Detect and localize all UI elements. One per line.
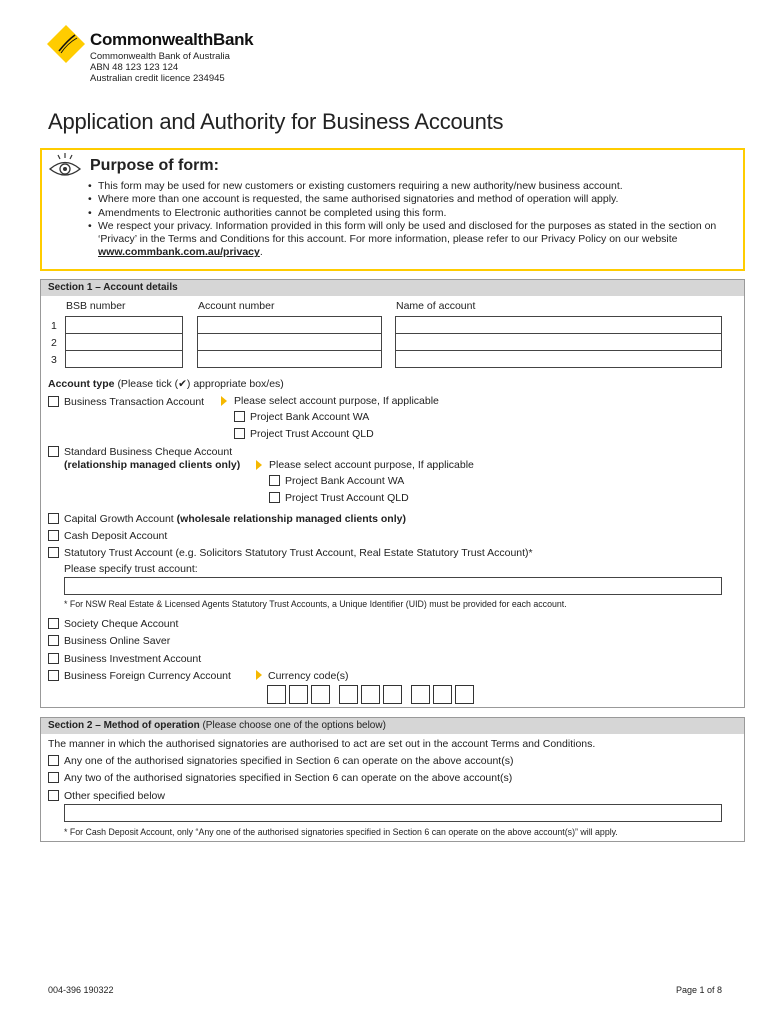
foreign-currency-checkbox[interactable] (48, 670, 59, 681)
purpose-bullet-2: • Where more than one account is requested, the same authorised signatories and method of operation will apply. (88, 193, 718, 206)
bank-abn: ABN 48 123 123 124 (90, 62, 179, 73)
currency-code-2-char-3[interactable] (383, 685, 402, 704)
society-cheque-label: Society Cheque Account (64, 618, 179, 630)
commbank-logo-icon (46, 24, 86, 64)
other-method-input[interactable] (64, 804, 722, 822)
account-number-column-label: Account number (198, 300, 275, 312)
any-two-checkbox[interactable] (48, 772, 59, 783)
row-number-3: 3 (51, 354, 57, 366)
business-transaction-label: Business Transaction Account (64, 396, 205, 408)
cash-deposit-label: Cash Deposit Account (64, 530, 168, 542)
currency-code-1-char-1[interactable] (267, 685, 286, 704)
eye-icon (48, 152, 82, 180)
foreign-currency-label: Business Foreign Currency Account (64, 670, 231, 682)
capital-growth-note: (wholesale relationship managed clients only) (176, 513, 406, 525)
account-name-column-label: Name of account (396, 300, 476, 312)
statutory-trust-checkbox[interactable] (48, 547, 59, 558)
bank-legal-name: Commonwealth Bank of Australia (90, 51, 230, 62)
currency-code-3-char-1[interactable] (411, 685, 430, 704)
currency-code-2-char-2[interactable] (361, 685, 380, 704)
sbc-project-bank-wa-checkbox[interactable] (269, 475, 280, 486)
purpose-bullet-privacy (88, 220, 718, 260)
other-specified-label: Other specified below (64, 790, 165, 802)
row-number-1: 1 (51, 320, 57, 332)
privacy-end: . (259, 246, 263, 259)
bta-project-trust-qld-checkbox[interactable] (234, 428, 245, 439)
purpose-bullet-1: • This form may be used for new customers or existing customers requiring a new authority/new business account. (88, 180, 718, 193)
privacy-link[interactable]: www.commbank.com.au/privacy (98, 246, 260, 259)
account-number-input-2[interactable] (197, 333, 382, 351)
trust-account-input[interactable] (64, 577, 722, 595)
specify-trust-label: Please specify trust account: (64, 563, 198, 575)
arrow-pointer-icon (256, 670, 262, 680)
any-two-label: Any two of the authorised signatories specified in Section 6 can operate on the above account(s) (64, 772, 513, 784)
any-one-checkbox[interactable] (48, 755, 59, 766)
purpose-bullet-3: • Amendments to Electronic authorities cannot be completed using this form. (88, 207, 718, 220)
section-2-hint: (Please choose one of the options below) (202, 720, 386, 731)
account-type-label (48, 378, 284, 390)
bta-project-bank-wa-checkbox[interactable] (234, 411, 245, 422)
relationship-managed-label: (relationship managed clients only) (64, 459, 241, 471)
account-name-input-1[interactable] (395, 316, 722, 334)
page-title: Application and Authority for Business Accounts (48, 109, 504, 134)
nsw-uid-note: * For NSW Real Estate & Licensed Agents Statutory Trust Accounts, a Unique Identifier (UID) must be provided for each account. (64, 599, 567, 609)
account-number-input-1[interactable] (197, 316, 382, 334)
currency-code-3-char-3[interactable] (455, 685, 474, 704)
capital-growth-text: Capital Growth Account (64, 513, 174, 525)
online-saver-checkbox[interactable] (48, 635, 59, 646)
sbc-project-trust-qld-label: Project Trust Account QLD (285, 492, 409, 504)
arrow-pointer-icon (221, 396, 227, 406)
currency-codes-label: Currency code(s) (268, 670, 349, 682)
arrow-pointer-icon (256, 460, 262, 470)
bsb-column-label: BSB number (66, 300, 126, 312)
capital-growth-label (64, 513, 406, 525)
other-specified-checkbox[interactable] (48, 790, 59, 801)
section-2-heading (41, 718, 744, 734)
bank-name: CommonwealthBank (90, 30, 254, 49)
method-intro: The manner in which the authorised signatories are authorised to act are set out in the account Terms and Conditions. (48, 738, 596, 750)
currency-code-1-char-3[interactable] (311, 685, 330, 704)
investment-label: Business Investment Account (64, 653, 202, 665)
statutory-trust-label: Statutory Trust Account (e.g. Solicitors Statutory Trust Account, Real Estate Statutory Trust Account)* (64, 547, 533, 559)
bsb-input-2[interactable] (65, 333, 183, 351)
bta-project-trust-qld-label: Project Trust Account QLD (250, 428, 374, 440)
society-cheque-checkbox[interactable] (48, 618, 59, 629)
section-2-title: Section 2 – Method of operation (48, 720, 200, 731)
currency-code-1-char-2[interactable] (289, 685, 308, 704)
cash-deposit-note: * For Cash Deposit Account, only “Any one of the authorised signatories specified in Section 6 can operate on the above account(s)” will apply. (64, 827, 618, 837)
bsb-input-1[interactable] (65, 316, 183, 334)
account-number-input-3[interactable] (197, 350, 382, 368)
cash-deposit-checkbox[interactable] (48, 530, 59, 541)
currency-code-2-char-1[interactable] (339, 685, 358, 704)
bta-project-bank-wa-label: Project Bank Account WA (250, 411, 370, 423)
account-name-input-3[interactable] (395, 350, 722, 368)
bank-licence: Australian credit licence 234945 (90, 73, 225, 84)
standard-cheque-checkbox[interactable] (48, 446, 59, 457)
purpose-heading: Purpose of form: (90, 157, 219, 174)
purpose-bullets (88, 180, 718, 260)
capital-growth-checkbox[interactable] (48, 513, 59, 524)
investment-checkbox[interactable] (48, 653, 59, 664)
online-saver-label: Business Online Saver (64, 635, 171, 647)
form-code: 004-396 190322 (48, 985, 114, 995)
any-one-label: Any one of the authorised signatories specified in Section 6 can operate on the above account(s) (64, 755, 514, 767)
sbc-project-bank-wa-label: Project Bank Account WA (285, 475, 405, 487)
bsb-input-3[interactable] (65, 350, 183, 368)
account-name-input-2[interactable] (395, 333, 722, 351)
account-type-heading: Account type (48, 378, 115, 390)
business-transaction-checkbox[interactable] (48, 396, 59, 407)
page-number: Page 1 of 8 (675, 985, 722, 995)
section-1-heading: Section 1 – Account details (41, 280, 744, 296)
bta-purpose-prompt: Please select account purpose, If applicable (234, 395, 439, 407)
sbc-project-trust-qld-checkbox[interactable] (269, 492, 280, 503)
standard-cheque-label: Standard Business Cheque Account (64, 446, 233, 458)
sbc-purpose-prompt: Please select account purpose, If applicable (269, 459, 474, 471)
account-type-hint: (Please tick (✔) appropriate box/es) (117, 378, 284, 390)
privacy-text: We respect your privacy. Information provided in this form will only be used and disclosed for the purposes as stated in the section on ‘Privacy’ in the Terms and Conditions for this account. For more information, please refer to our Privacy Policy on our website (98, 219, 717, 246)
currency-code-3-char-2[interactable] (433, 685, 452, 704)
row-number-2: 2 (51, 337, 57, 349)
